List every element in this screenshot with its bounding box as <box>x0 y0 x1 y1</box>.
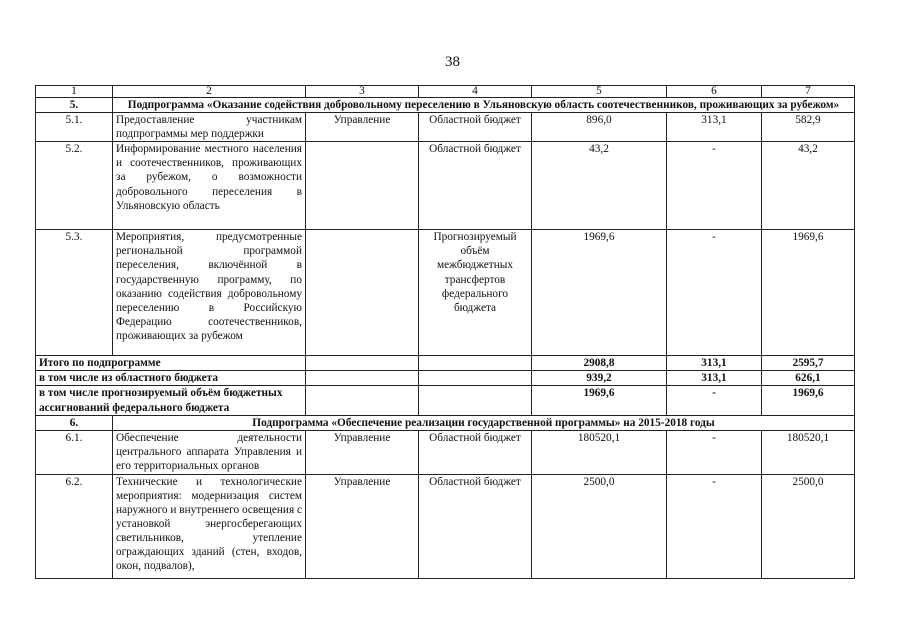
total-amount: 1969,6 <box>532 230 667 356</box>
subtotal-row <box>36 371 855 386</box>
section-header-row <box>36 415 855 430</box>
row-number: 5.3. <box>36 230 113 356</box>
section-number: 5. <box>36 98 113 113</box>
budget-table <box>35 85 855 579</box>
activity-name: Мероприятия, предусмотренные региональной программой переселения, включённой в государственную программу, по оказанию содействия добровольному переселению в Российскую Федерацию соотечественников, проживающих за рубежом <box>113 230 306 356</box>
subtotal-rest: 2595,7 <box>762 356 855 371</box>
subtotal-2015: 313,1 <box>667 356 762 371</box>
section-header-row <box>36 98 855 113</box>
subtotal-rest: 1969,6 <box>762 386 855 415</box>
subtotal-total: 2908,8 <box>532 356 667 371</box>
funding-source: Областной бюджет <box>419 430 532 474</box>
row-number: 5.2. <box>36 142 113 230</box>
table-row <box>36 230 855 356</box>
funding-source: Областной бюджет <box>419 142 532 230</box>
amount-rest: 2500,0 <box>762 474 855 578</box>
table-row <box>36 142 855 230</box>
subtotal-total: 939,2 <box>532 371 667 386</box>
amount-rest: 43,2 <box>762 142 855 230</box>
column-number: 4 <box>419 86 532 98</box>
amount-rest: 1969,6 <box>762 230 855 356</box>
column-number-row <box>36 86 855 98</box>
subtotal-label: в том числе прогнозируемый объём бюджетных ассигнований федерального бюджета <box>36 386 306 415</box>
table-row <box>36 430 855 474</box>
activity-name: Предоставление участникам подпрограммы мер поддержки <box>113 113 306 142</box>
total-amount: 2500,0 <box>532 474 667 578</box>
subtotal-row <box>36 386 855 415</box>
funding-source: Прогнозируемый объём межбюджетных трансфертов федерального бюджета <box>419 230 532 356</box>
activity-name: Технические и технологические мероприятия: модернизация систем наружного и внутреннего освещения с установкой энергосберегающих светильников, утепление ограждающих зданий (стен, входов, окон, подвалов), <box>113 474 306 578</box>
funding-source: Областной бюджет <box>419 113 532 142</box>
amount-rest: 180520,1 <box>762 430 855 474</box>
total-amount: 43,2 <box>532 142 667 230</box>
amount-2015: - <box>667 230 762 356</box>
total-amount: 180520,1 <box>532 430 667 474</box>
executor <box>306 142 419 230</box>
empty-cell <box>419 356 532 371</box>
column-number: 7 <box>762 86 855 98</box>
column-number: 2 <box>113 86 306 98</box>
total-amount: 896,0 <box>532 113 667 142</box>
section-title: Подпрограмма «Обеспечение реализации государственной программы» на 2015-2018 годы <box>113 415 855 430</box>
amount-2015: - <box>667 474 762 578</box>
amount-2015: - <box>667 430 762 474</box>
funding-source: Областной бюджет <box>419 474 532 578</box>
empty-cell <box>419 386 532 415</box>
row-number: 5.1. <box>36 113 113 142</box>
section-title: Подпрограмма «Оказание содействия добровольному переселению в Ульяновскую область соотечественников, проживающих за рубежом» <box>113 98 855 113</box>
subtotal-2015: 313,1 <box>667 371 762 386</box>
column-number: 1 <box>36 86 113 98</box>
row-number: 6.2. <box>36 474 113 578</box>
subtotal-label: Итого по подпрограмме <box>36 356 306 371</box>
empty-cell <box>306 386 419 415</box>
column-number: 3 <box>306 86 419 98</box>
executor: Управление <box>306 430 419 474</box>
executor: Управление <box>306 113 419 142</box>
empty-cell <box>306 371 419 386</box>
row-number: 6.1. <box>36 430 113 474</box>
amount-2015: - <box>667 142 762 230</box>
amount-rest: 582,9 <box>762 113 855 142</box>
page-number: 38 <box>445 54 460 70</box>
executor: Управление <box>306 474 419 578</box>
table-row <box>36 113 855 142</box>
empty-cell <box>419 371 532 386</box>
table-row <box>36 474 855 578</box>
executor <box>306 230 419 356</box>
subtotal-2015: - <box>667 386 762 415</box>
column-number: 5 <box>532 86 667 98</box>
section-number: 6. <box>36 415 113 430</box>
column-number: 6 <box>667 86 762 98</box>
empty-cell <box>306 356 419 371</box>
subtotal-rest: 626,1 <box>762 371 855 386</box>
activity-name: Информирование местного населения и соотечественников, проживающих за рубежом, о возможности добровольного переселения в Ульяновскую область <box>113 142 306 230</box>
subtotal-row <box>36 356 855 371</box>
subtotal-label: в том числе из областного бюджета <box>36 371 306 386</box>
subtotal-total: 1969,6 <box>532 386 667 415</box>
activity-name: Обеспечение деятельности центрального аппарата Управления и его территориальных органов <box>113 430 306 474</box>
amount-2015: 313,1 <box>667 113 762 142</box>
